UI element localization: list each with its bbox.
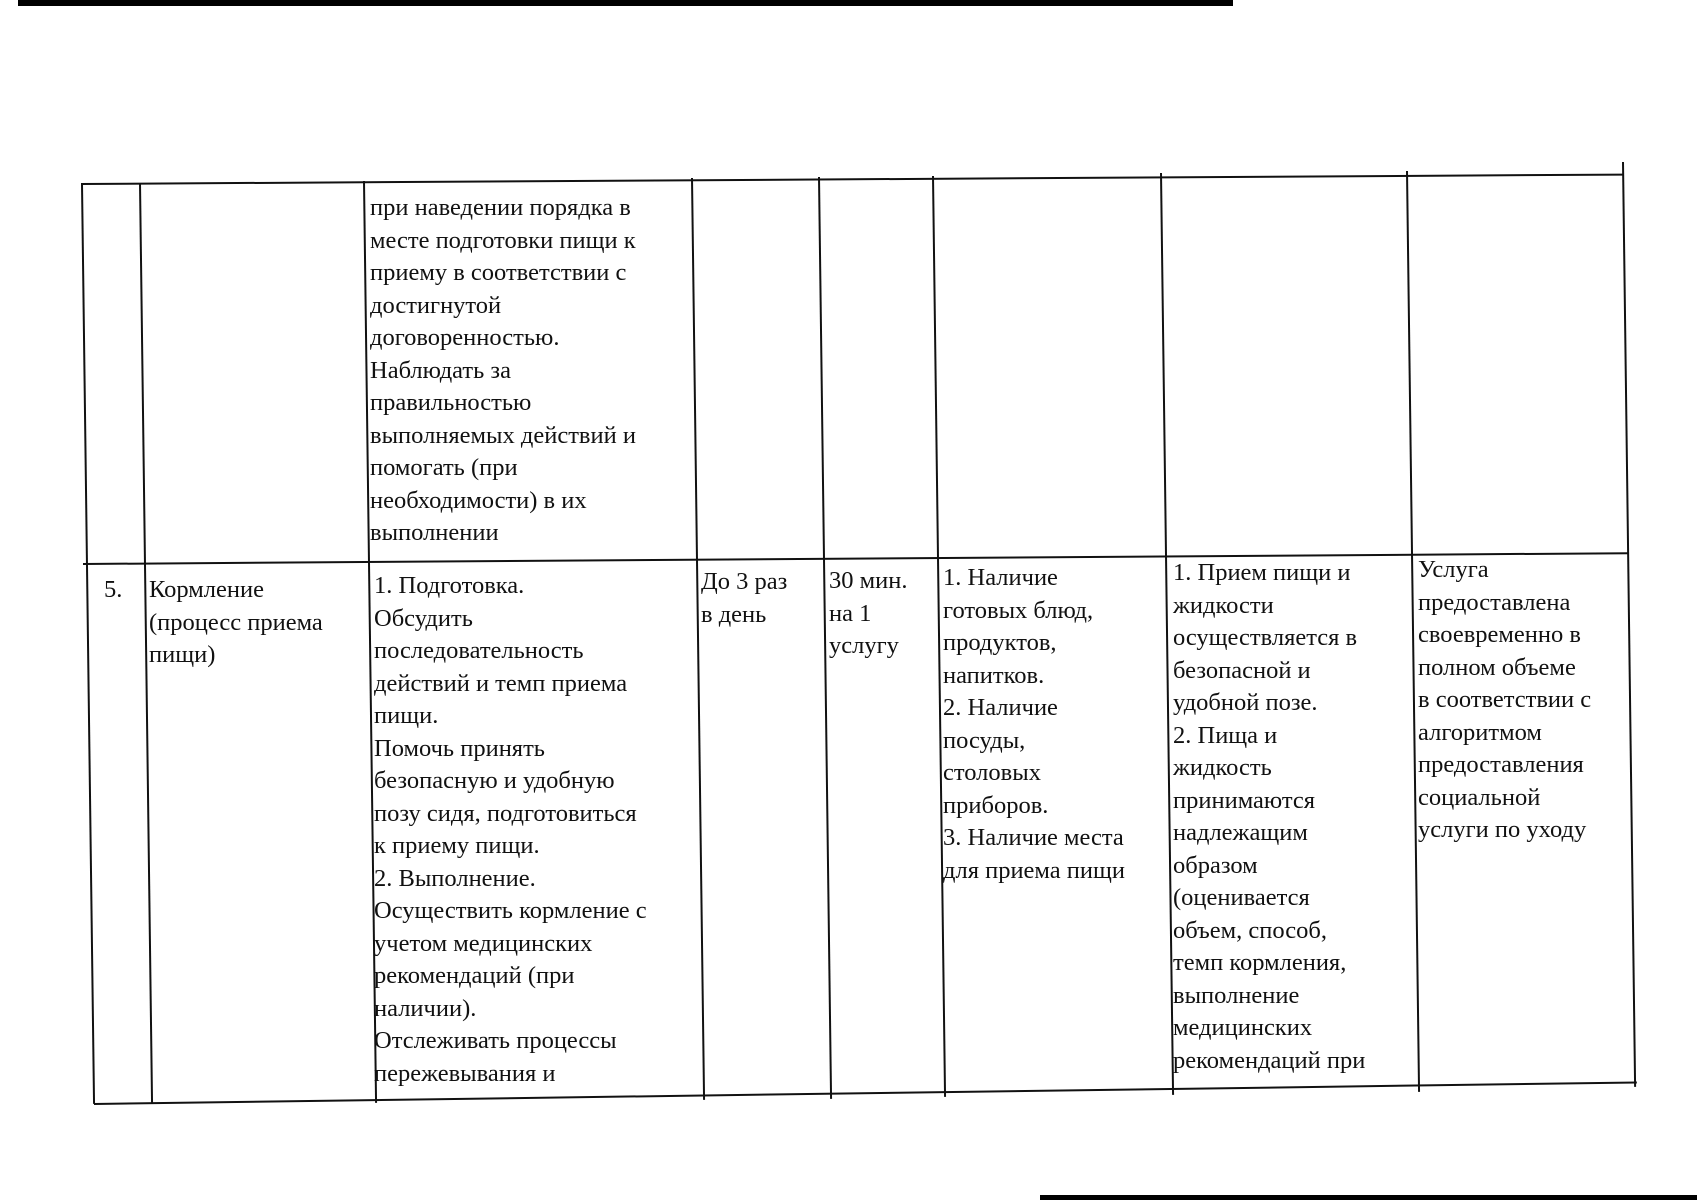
frequency-cell: До 3 раз в день <box>701 568 788 628</box>
duration-cell: 30 мин. на 1 услугу <box>829 567 908 659</box>
column-divider <box>691 178 705 1100</box>
column-divider <box>1622 162 1636 1087</box>
service-name-cell: Кормление (процесс приема пищи) <box>149 576 323 668</box>
scan-edge-top <box>18 0 1233 6</box>
column-divider <box>81 184 95 1104</box>
service-description-cell: 1. Подготовка. Обсудить последовательность действий и темп приема пищи. Помочь принять безопасную и удобную позу сидя, подготовиться к приему пищи. 2. Выполнение. Осуществить кормление с учетом медицинских рекомендаций (при наличии). Отслеживать процессы пережевывания и <box>374 572 647 1087</box>
table-border-bottom <box>94 1081 1637 1105</box>
scan-edge-bottom <box>1040 1195 1697 1200</box>
row-number-cell: 5. <box>104 576 123 603</box>
row-divider <box>83 552 1629 565</box>
conditions-cell: 1. Наличие готовых блюд, продуктов, напитков. 2. Наличие посуды, столовых приборов. 3. Наличие места для приема пищи <box>943 564 1125 884</box>
column-divider <box>1160 173 1174 1095</box>
result-evaluation-cell: Услуга предоставлена своевременно в полном объеме в соответствии с алгоритмом предоставления социальной услуги по уходу <box>1418 556 1592 843</box>
table-border-top <box>81 174 1623 185</box>
continued-description-cell: при наведении порядка в месте подготовки пищи к приему в соответствии с достигнутой договоренностью. Наблюдать за правильностью выполняемых действий и помогать (при необходимости) в их выполнении <box>370 194 636 546</box>
quality-indicators-cell: 1. Прием пищи и жидкости осуществляется в безопасной и удобной позе. 2. Пища и жидкость принимаются надлежащим образом (оценивается объем, способ, темп кормления, выполнение медицинских рекомендаций при <box>1173 559 1366 1074</box>
